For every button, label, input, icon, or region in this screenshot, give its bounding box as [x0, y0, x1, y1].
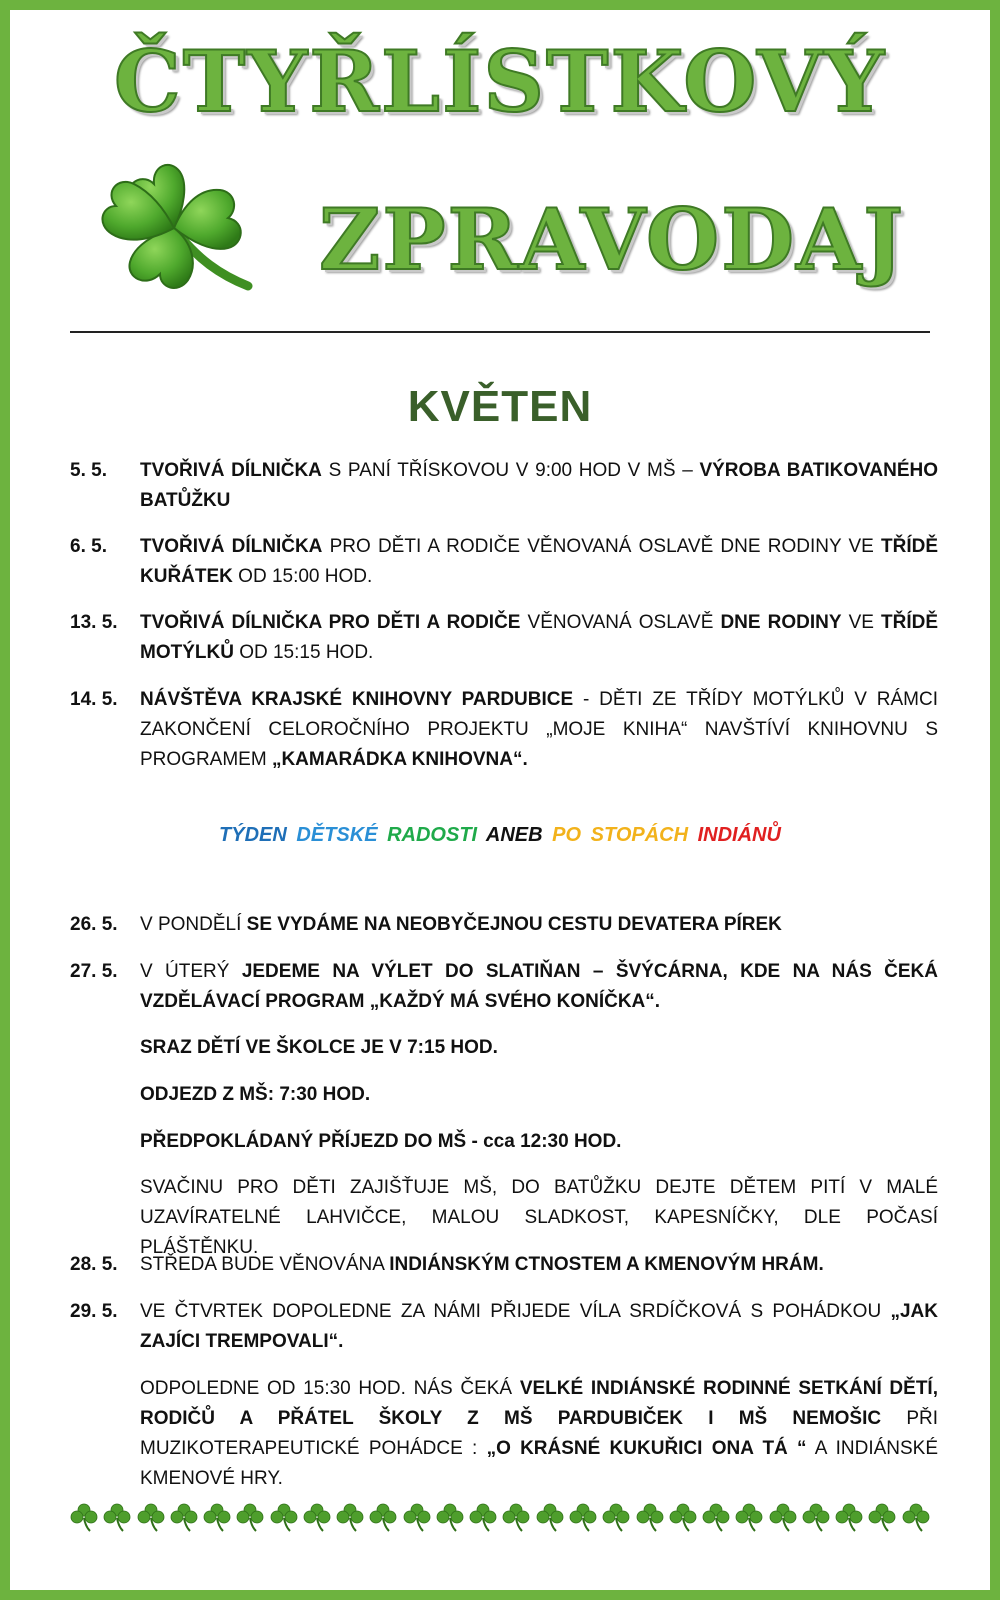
shamrock-icon — [469, 1502, 497, 1532]
event-detail: V ÚTERÝ — [140, 961, 242, 982]
shamrock-icon — [137, 1502, 165, 1532]
event-detail: V PONDĚLÍ — [140, 914, 247, 935]
event-detail: OD 15:00 HOD. — [232, 566, 373, 587]
event-highlight: „JAK ZAJÍCI TREMPOVALI“. — [140, 1301, 938, 1352]
event-text — [140, 608, 938, 668]
event-date: 13. 5. — [70, 612, 118, 633]
four-leaf-clover-icon — [88, 148, 258, 298]
event-detail: S PANÍ TŘÍSKOVOU V 9:00 HOD V MŠ – — [321, 460, 700, 481]
event-detail: OD 15:15 HOD. — [233, 642, 374, 663]
event-highlight: INDIÁNSKÝM CTNOSTEM A KMENOVÝM HRÁM. — [389, 1254, 824, 1275]
week-word: PO — [552, 824, 582, 846]
shamrock-icon — [702, 1502, 730, 1532]
event-entry-28-5 — [70, 1250, 938, 1280]
event-detail: A INDIÁNSKÉ KMENOVÉ HRY. — [140, 1438, 939, 1489]
event-entry-27-5 — [70, 957, 938, 1017]
shamrock-icon — [769, 1502, 797, 1532]
event-date: 29. 5. — [70, 1301, 118, 1322]
shamrock-icon — [536, 1502, 564, 1532]
newsletter-title-line1: ČTYŘLÍSTKOVÝ — [113, 32, 887, 131]
trip-meeting-text: SRAZ DĚTÍ VE ŠKOLCE JE V 7:15 HOD. — [140, 1037, 498, 1058]
event-text — [140, 910, 938, 940]
event-text — [140, 1250, 938, 1280]
event-highlight: TŘÍDĚ KUŘÁTEK — [140, 536, 938, 587]
shamrock-icon — [602, 1502, 630, 1532]
shamrock-icon — [735, 1502, 763, 1532]
month-heading: KVĚTEN — [407, 382, 593, 431]
event-date: 27. 5. — [70, 961, 118, 982]
shamrock-border — [70, 1502, 930, 1536]
event-entry-29-5 — [70, 1297, 938, 1357]
shamrock-icon — [236, 1502, 264, 1532]
shamrock-icon — [868, 1502, 896, 1532]
shamrock-icon — [203, 1502, 231, 1532]
event-detail: STŘEDA BUDE VĚNOVÁNA — [140, 1254, 390, 1275]
shamrock-icon — [636, 1502, 664, 1532]
trip-departure-time — [70, 1080, 938, 1110]
event-detail: ODPOLEDNE OD 15:30 HOD. NÁS ČEKÁ — [140, 1378, 520, 1399]
header-divider — [70, 331, 930, 333]
event-text — [140, 456, 938, 516]
week-word: DĚTSKÉ — [296, 824, 378, 846]
event-text — [140, 957, 938, 1017]
event-highlight: „KAMARÁDKA KNIHOVNA“. — [271, 749, 528, 770]
event-text — [140, 685, 938, 775]
event-detail: VĚNOVANÁ OSLAVĚ — [520, 612, 721, 633]
event-date: 26. 5. — [70, 914, 118, 935]
event-highlight: „O KRÁSNÉ KUKUŘICI ONA TÁ “ — [486, 1438, 807, 1459]
event-detail: PRO DĚTI A RODIČE VĚNOVANÁ OSLAVĚ DNE RODINY VE — [322, 536, 881, 557]
event-date: 28. 5. — [70, 1254, 118, 1275]
week-word: TÝDEN — [219, 824, 287, 846]
event-highlight: VÝROBA BATIKOVANÉHO BATŮŽKU — [140, 460, 938, 511]
shamrock-icon — [103, 1502, 131, 1532]
event-highlight: TVOŘIVÁ DÍLNIČKA — [140, 536, 323, 557]
trip-snack-text: SVAČINU PRO DĚTI ZAJIŠŤUJE MŠ, DO BATŮŽKU DEJTE DĚTEM PITÍ V MALÉ UZAVÍRATELNÉ LAHVIČCE, MALOU SLADKOST, KAPESNÍČKY, DLE POČASÍ PLÁŠTĚNKU. — [140, 1177, 938, 1258]
trip-arrival-time — [70, 1127, 938, 1157]
event-detail: - DĚTI ZE TŘÍDY MOTÝLKŮ V RÁMCI ZAKONČENÍ CELOROČNÍHO PROJEKTU „MOJE KNIHA“ NAVŠTÍVÍ KNIHOVNU S PROGRAMEM — [140, 689, 939, 770]
trip-arrival-text: PŘEDPOKLÁDANÝ PŘÍJEZD DO MŠ - cca 12:30 HOD. — [140, 1131, 622, 1152]
trip-departure-text: ODJEZD Z MŠ: 7:30 HOD. — [140, 1084, 371, 1105]
event-highlight: NÁVŠTĚVA KRAJSKÉ KNIHOVNY PARDUBICE — [140, 689, 574, 710]
afternoon-text — [140, 1374, 938, 1494]
shamrock-icon — [303, 1502, 331, 1532]
event-highlight: TVOŘIVÁ DÍLNIČKA — [140, 460, 322, 481]
shamrock-icon — [170, 1502, 198, 1532]
event-entry-14-5 — [70, 685, 938, 775]
event-highlight: SE VYDÁME NA NEOBYČEJNOU CESTU DEVATERA PÍREK — [246, 914, 782, 935]
event-detail: PŘI MUZIKOTERAPEUTICKÉ POHÁDCE : — [140, 1408, 939, 1459]
event-date: 6. 5. — [70, 536, 107, 557]
shamrock-icon — [502, 1502, 530, 1532]
shamrock-icon — [802, 1502, 830, 1532]
event-highlight: DNE RODINY — [720, 612, 842, 633]
event-highlight: TVOŘIVÁ DÍLNIČKA PRO DĚTI A RODIČE — [140, 612, 521, 633]
event-text — [140, 532, 938, 592]
shamrock-icon — [369, 1502, 397, 1532]
week-word: INDIÁNŮ — [697, 824, 781, 846]
event-entry-6-5 — [70, 532, 938, 592]
afternoon-event — [70, 1374, 938, 1494]
event-highlight: JEDEME NA VÝLET DO SLATIŇAN – ŠVÝCÁRNA, KDE NA NÁS ČEKÁ VZDĚLÁVACÍ PROGRAM „KAŽDÝ MÁ SVÉHO KONÍČKA“. — [140, 961, 939, 1012]
event-detail: VE — [841, 612, 881, 633]
event-entry-13-5 — [70, 608, 938, 668]
event-highlight: TŘÍDĚ MOTÝLKŮ — [140, 612, 938, 663]
shamrock-icon — [835, 1502, 863, 1532]
event-date: 5. 5. — [70, 460, 107, 481]
week-banner — [10, 824, 990, 847]
week-word: RADOSTI — [387, 824, 478, 846]
shamrock-icon — [270, 1502, 298, 1532]
shamrock-icon — [70, 1502, 98, 1532]
shamrock-icon — [336, 1502, 364, 1532]
shamrock-icon — [669, 1502, 697, 1532]
week-word: STOPÁCH — [590, 824, 689, 846]
week-word: ANEB — [485, 824, 543, 846]
newsletter-title-line2: ZPRAVODAJ — [319, 190, 905, 289]
event-entry-26-5 — [70, 910, 938, 940]
event-highlight: VELKÉ INDIÁNSKÉ RODINNÉ SETKÁNÍ DĚTÍ, RODIČŮ A PŘÁTEL ŠKOLY Z MŠ PARDUBIČEK I MŠ NEMOŠIC — [140, 1378, 938, 1429]
trip-meeting-time — [70, 1033, 938, 1063]
shamrock-icon — [436, 1502, 464, 1532]
event-date: 14. 5. — [70, 689, 118, 710]
shamrock-icon — [569, 1502, 597, 1532]
event-detail: VE ČTVRTEK DOPOLEDNE ZA NÁMI PŘIJEDE VÍLA SRDÍČKOVÁ S POHÁDKOU — [140, 1301, 891, 1322]
shamrock-icon — [403, 1502, 431, 1532]
shamrock-icon — [902, 1502, 930, 1532]
event-entry-5-5 — [70, 456, 938, 516]
event-text — [140, 1297, 938, 1357]
